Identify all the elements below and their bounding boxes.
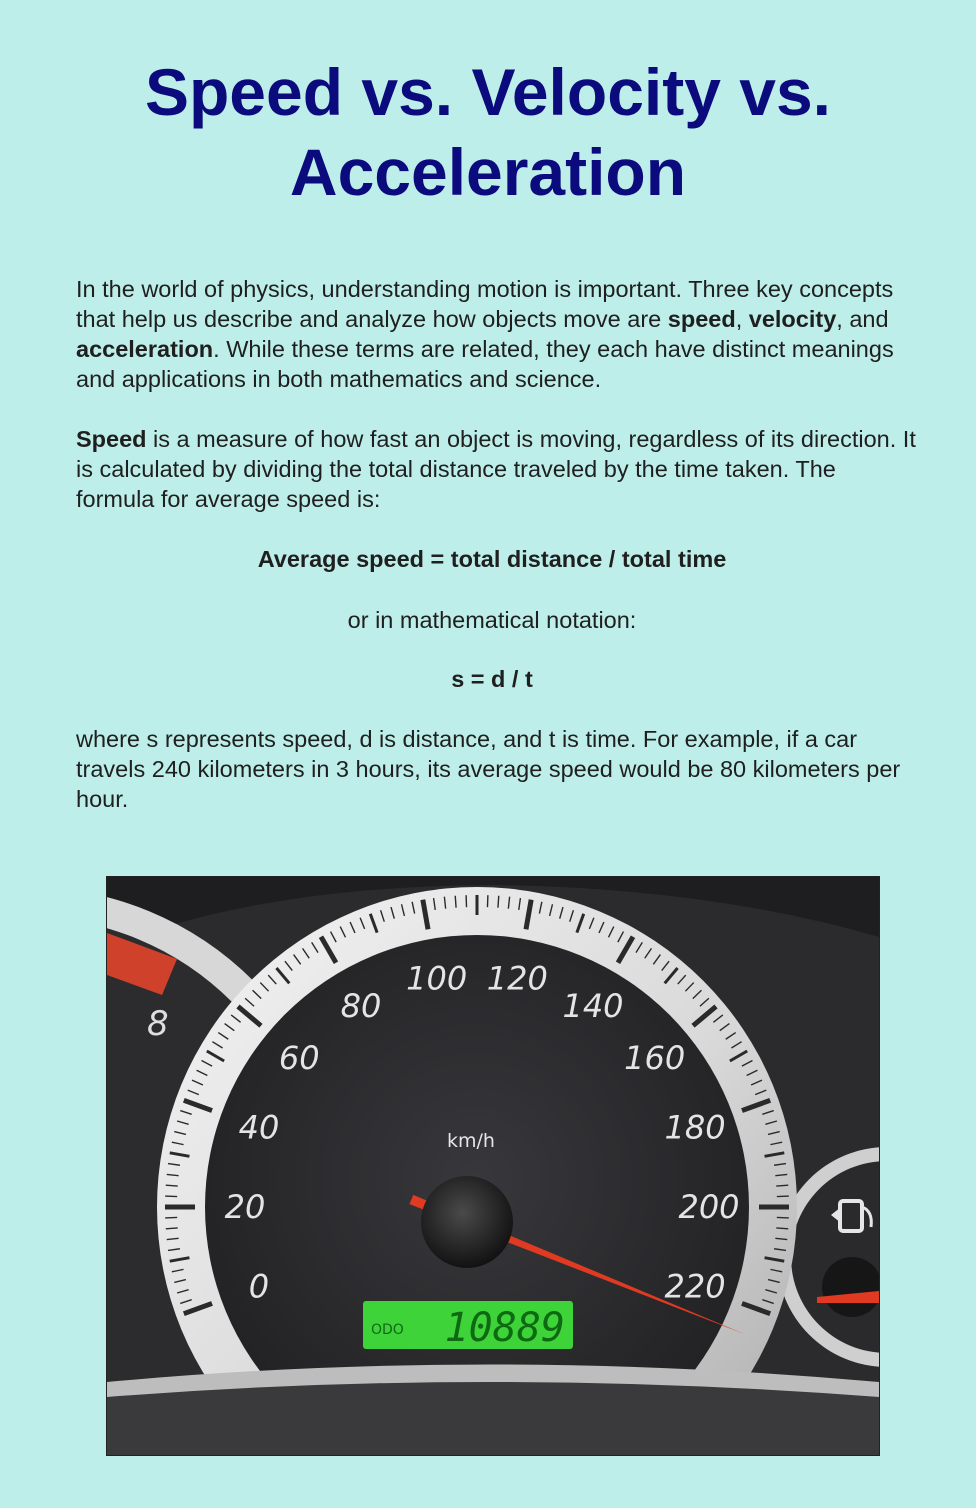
- dial-label: 0: [248, 1267, 270, 1306]
- dial-label: 140: [562, 987, 624, 1026]
- minor-tick: [166, 1185, 178, 1186]
- term-velocity: velocity: [748, 306, 837, 332]
- minor-tick: [498, 896, 499, 908]
- intro-text-2: ,: [735, 306, 749, 332]
- needle-hub: [421, 1176, 513, 1268]
- formula-math: s = d / t: [451, 666, 533, 692]
- dial-label: 180: [664, 1108, 726, 1147]
- speed-paragraph: [76, 424, 916, 514]
- speed-definition: is a measure of how fast an object is moving, regardless of its direction. It is calculated by dividing the total distance traveled by the time taken. The formula for average speed is:: [76, 426, 916, 512]
- term-acceleration: acceleration: [76, 336, 214, 362]
- speedometer-illustration: [107, 877, 879, 1455]
- intro-text-1: In the world of physics, understanding motion is important. Three key concepts that help us describe and analyze how objects move are: [76, 276, 894, 332]
- minor-tick: [776, 1228, 788, 1229]
- dial-label: 60: [278, 1038, 320, 1077]
- term-speed: speed: [667, 306, 736, 332]
- dial-label: 80: [340, 987, 382, 1026]
- minor-tick: [455, 896, 456, 908]
- dial-label: 220: [664, 1267, 726, 1306]
- intro-text-3: , and: [836, 306, 889, 332]
- minor-tick: [776, 1185, 788, 1186]
- dial-label: 100: [406, 959, 468, 998]
- title-line-2: Acceleration: [289, 135, 687, 209]
- dial-label: 160: [624, 1038, 686, 1077]
- tachometer-label: 8: [147, 1004, 169, 1044]
- dial-label: 200: [678, 1188, 740, 1226]
- minor-tick: [166, 1228, 178, 1229]
- title-line-1: Speed vs. Velocity vs.: [144, 55, 832, 129]
- formula-words: Average speed = total distance / total time: [257, 546, 727, 572]
- bottom-panel: [107, 1382, 879, 1455]
- dial-label: 40: [238, 1108, 280, 1147]
- speedometer-photo: [106, 876, 880, 1456]
- intro-text-4: . While these terms are related, they each have distinct meanings and applications in both mathematics and science.: [76, 336, 894, 392]
- speed-unit-label: km/h: [447, 1130, 495, 1152]
- page-title: [60, 52, 916, 212]
- notation-intro: or in mathematical notation:: [347, 607, 637, 633]
- odometer-label: ODO: [371, 1322, 404, 1338]
- example-paragraph: where s represents speed, d is distance, and t is time. For example, if a car travels 240 kilometers in 3 hours, its average speed would be 80 kilometers per hour.: [76, 726, 901, 812]
- dial-label: 20: [224, 1188, 266, 1226]
- odometer-display: [363, 1301, 573, 1351]
- odometer-value: 10889: [444, 1305, 565, 1351]
- dial-label: 120: [486, 959, 548, 998]
- intro-paragraph: [76, 274, 916, 394]
- speed-term: Speed: [76, 426, 147, 452]
